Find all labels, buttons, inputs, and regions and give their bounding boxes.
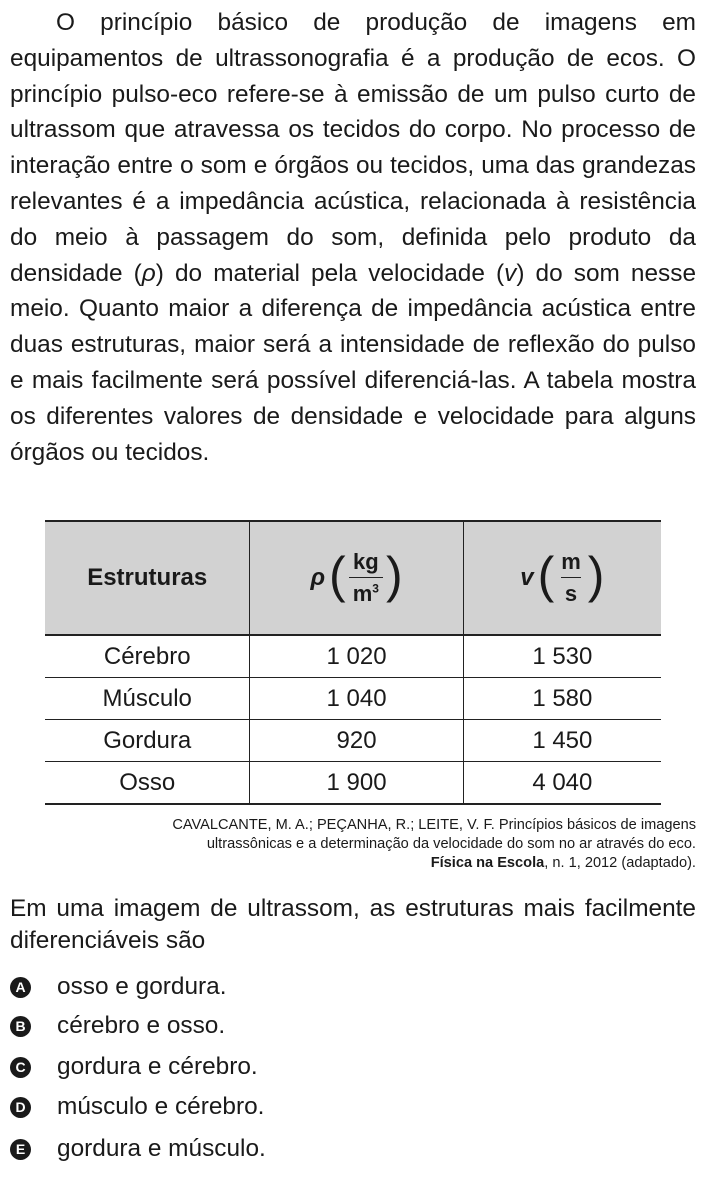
citation-line-1: CAVALCANTE, M. A.; PEÇANHA, R.; LEITE, V. F. Princípios básicos de imagens [172,817,696,833]
table-row [45,762,661,805]
option-text: osso e gordura. [57,973,227,1000]
header-structures: Estruturas [45,521,250,635]
citation-rest: , n. 1, 2012 (adaptado). [544,855,696,871]
left-paren-icon: ( [329,547,346,603]
speed-symbol: v [520,564,534,591]
speed-unit-fraction [557,549,585,607]
option-letter-badge: B [10,1016,31,1037]
data-table [45,520,661,805]
option-letter-badge: A [10,977,31,998]
citation-journal: Física na Escola [430,855,545,871]
row-speed: 1 450 [463,720,661,762]
rho-symbol: ρ [141,259,156,287]
passage-text-2: ) do material pela velocidade ( [155,259,505,287]
table-row [45,678,661,720]
option-text: gordura e músculo. [57,1135,266,1162]
row-structure: Osso [45,762,250,805]
row-speed: 1 530 [463,635,661,678]
question-stem: Em uma imagem de ultrassom, as estruturas mais facilmente diferenciáveis são [10,895,696,954]
option-letter-badge: E [10,1139,31,1160]
option-d[interactable] [10,1093,264,1121]
right-paren-icon: ) [385,547,403,603]
citation-line-2: ultrassônicas e a determinação da velocidade do som no ar através do eco. [206,836,696,852]
table-header-row [45,521,661,635]
row-structure: Gordura [45,720,250,762]
left-paren-icon: ( [537,547,555,603]
row-structure: Cérebro [45,635,250,678]
citation [56,816,696,873]
row-density: 1 020 [250,635,463,678]
density-symbol: ρ [310,564,326,591]
header-density [250,521,463,635]
option-text: músculo e cérebro. [57,1093,265,1120]
option-text: cérebro e osso. [57,1012,226,1039]
table-row [45,720,661,762]
citation-line-3 [56,854,696,873]
header-speed [463,521,661,635]
option-letter-badge: D [10,1097,31,1118]
option-c[interactable] [10,1053,258,1081]
density-unit-exp: 3 [372,581,379,596]
option-text: gordura e cérebro. [57,1053,258,1080]
row-density: 1 040 [250,678,463,720]
row-density: 920 [250,720,463,762]
row-structure: Músculo [45,678,250,720]
option-e[interactable] [10,1135,266,1163]
right-paren-icon: ) [587,547,605,603]
passage [10,5,696,470]
row-speed: 4 040 [463,762,661,805]
passage-paragraph [10,5,696,470]
option-letter-badge: C [10,1057,31,1078]
density-unit-fraction [349,549,383,607]
density-unit-den: $m^3$ [349,577,383,607]
row-density: 1 900 [250,762,463,805]
option-b[interactable] [10,1012,225,1040]
v-symbol: v [504,259,517,287]
option-a[interactable] [10,973,226,1001]
density-unit-num: kg [352,549,379,574]
speed-unit-den: s [561,577,581,607]
passage-text-1: O princípio básico de produção de imagens em equipamentos de ultrassonografia é a produção de ecos. O princípio pulso-eco refere-se à emissão de um pulso curto de ultrassom que atravessa os tecidos do corpo. No processo de interação entre o som e órgãos ou tecidos, uma das grandezas relevantes é a impedância acústica, relacionada à resistência do meio à passagem do som, definida pelo produto da densidade ( [10,9,696,287]
passage-text-3: ) do som nesse meio. Quanto maior a diferença de impedância acústica entre duas estruturas, maior será a intensidade de reflexão do pulso e mais facilmente será possível diferenciá-las. A tabela mostra os diferentes valores de densidade e velocidade para alguns órgãos ou tecidos. [10,259,697,466]
speed-unit-num: m [561,549,581,574]
row-speed: 1 580 [463,678,661,720]
table-row [45,635,661,678]
